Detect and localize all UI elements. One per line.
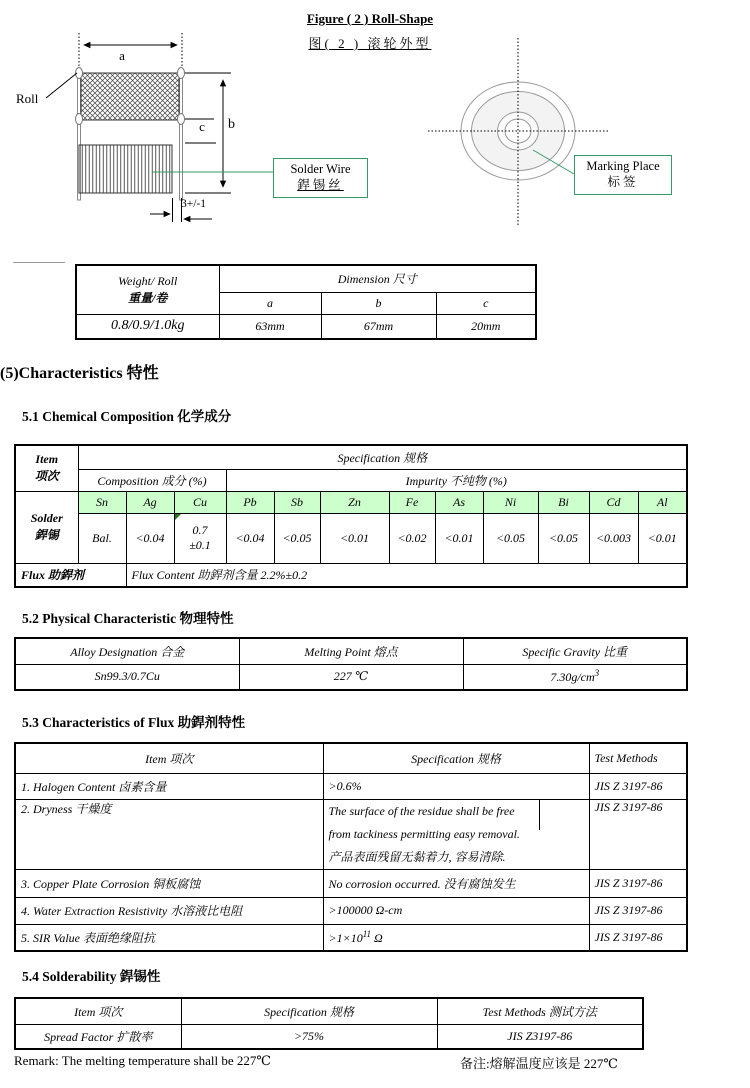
flux-row-spec: The surface of the residue shall be free from tackiness permitting easy removal. 产品表面残留无黏着力, 容易清除. (323, 799, 589, 869)
value-sn: Bal. (78, 513, 126, 563)
element-ni: Ni (483, 491, 538, 513)
dim-a-label: a (119, 48, 125, 63)
flux-row-method: JIS Z 3197-86 (589, 799, 687, 869)
value-cu: 0.7 ±0.1 (174, 513, 226, 563)
figure-title-zh: 图( 2 ) 滚轮外型 (308, 36, 432, 51)
col-header-a: a (219, 292, 321, 314)
remark-en: Remark: The melting temperature shall be 227℃ (14, 1053, 271, 1068)
remark-zh: 备注:熔解温度应该是 227℃ (460, 1056, 618, 1071)
spread-factor-item: Spread Factor 扩散率 (15, 1024, 181, 1049)
col-header-b: b (321, 292, 436, 314)
element-bi: Bi (538, 491, 589, 513)
roll-dimension-table (75, 264, 537, 340)
alloy-header: Alloy Designation 合金 (15, 638, 239, 664)
element-fe: Fe (389, 491, 435, 513)
flux-label: Flux 助銲剂 (15, 563, 126, 587)
table-row (15, 773, 687, 799)
table-row (15, 1024, 643, 1049)
value-sb: <0.05 (274, 513, 320, 563)
physical-characteristic-table (14, 637, 688, 691)
spread-factor-method: JIS Z3197-86 (437, 1024, 643, 1049)
dim-c-value: 20mm (436, 314, 536, 339)
solderability-spec-header: Specification 规格 (181, 998, 437, 1024)
section-5-1-heading: 5.1 Chemical Composition 化学成分 (22, 409, 232, 424)
impurity-header: Impurity 不纯物 (%) (226, 469, 687, 491)
alloy-value: Sn99.3/0.7Cu (15, 664, 239, 690)
flux-row-spec: $>1\times 10^{11}$ Ω (323, 924, 589, 951)
flux-method-header: Test Methods (589, 743, 687, 773)
margin-artifact-line (13, 262, 65, 263)
flux-row-item: 1. Halogen Content 卤素含量 (15, 773, 323, 799)
flux-characteristics-table (14, 742, 688, 952)
melting-header: Melting Point 熔点 (239, 638, 463, 664)
flux-row-spec: No corrosion occurred. 没有腐蚀发生 (323, 869, 589, 897)
comment-marker-icon (175, 514, 181, 520)
wound-solder-hatch (81, 73, 179, 120)
flux-row-spec: >100000 Ω-cm (323, 897, 589, 924)
roll-pointer-line (46, 73, 77, 98)
roll-front-view (428, 38, 610, 225)
element-cu: Cu (174, 491, 226, 513)
value-bi: <0.05 (538, 513, 589, 563)
solder-wire-area (79, 145, 172, 193)
roll-label: Roll (16, 91, 39, 106)
solder-row-header: Solder 銲锡 (15, 491, 78, 563)
solder-wire-label-en: Solder Wire (290, 162, 351, 176)
flux-row-method: JIS Z 3197-86 (589, 924, 687, 951)
value-al: <0.01 (638, 513, 687, 563)
table-row (15, 924, 687, 951)
marking-place-label-en: Marking Place (586, 159, 660, 173)
flux-row (15, 563, 687, 587)
value-ni: <0.05 (483, 513, 538, 563)
flux-row-item: 4. Water Extraction Resistivity 水溶液比电阻 (15, 897, 323, 924)
element-header-row (15, 491, 687, 513)
gravity-value: $7.30g/cm^3$ (463, 664, 687, 690)
gravity-header: Specific Gravity 比重 (463, 638, 687, 664)
solderability-method-header: Test Methods 测试方法 (437, 998, 643, 1024)
flux-row-item: 2. Dryness 干燥度 (15, 799, 323, 869)
flux-content: Flux Content 助銲剂含量 2.2%±0.2 (126, 563, 687, 587)
composition-values-row (15, 513, 687, 563)
table-row (15, 897, 687, 924)
melting-value: 227 ℃ (239, 664, 463, 690)
value-cd: <0.003 (589, 513, 638, 563)
dimension-header: Dimension 尺寸 (219, 265, 536, 292)
element-sb: Sb (274, 491, 320, 513)
value-as: <0.01 (435, 513, 483, 563)
dim-b-label: b (228, 117, 235, 132)
chemical-composition-table (14, 444, 688, 588)
solderability-item-header: Item 项次 (15, 998, 181, 1024)
flux-row-spec: >0.6% (323, 773, 589, 799)
element-pb: Pb (226, 491, 274, 513)
value-zn: <0.01 (320, 513, 389, 563)
element-zn: Zn (320, 491, 389, 513)
value-pb: <0.04 (226, 513, 274, 563)
table-row (15, 799, 687, 869)
weight-value: 0.8/0.9/1.0kg (76, 314, 219, 339)
section-5-3-heading: 5.3 Characteristics of Flux 助銲剂特性 (22, 715, 246, 730)
value-ag: <0.04 (126, 513, 174, 563)
element-ag: Ag (126, 491, 174, 513)
marking-place-label-zh: 标签 (607, 175, 639, 189)
table-row (15, 869, 687, 897)
section-5-heading: (5)Characteristics 特性 (0, 365, 159, 382)
element-as: As (435, 491, 483, 513)
flange-dim-label: 3+/-1 (181, 198, 207, 210)
section-5-2-heading: 5.2 Physical Characteristic 物理特性 (22, 611, 234, 626)
element-al: Al (638, 491, 687, 513)
item-header: Item 项次 (15, 445, 78, 491)
col-header-c: c (436, 292, 536, 314)
dim-b-value: 67mm (321, 314, 436, 339)
table-row (15, 664, 687, 690)
table-row (76, 314, 536, 339)
element-cd: Cd (589, 491, 638, 513)
flux-row-method: JIS Z 3197-86 (589, 773, 687, 799)
solder-wire-label-zh: 銲锡丝 (297, 178, 344, 192)
cell-line-artifact (539, 799, 540, 830)
flux-spec-header: Specification 规格 (323, 743, 589, 773)
section-5-4-heading: 5.4 Solderability 銲锡性 (22, 969, 161, 984)
dim-c-label: c (199, 119, 205, 134)
weight-roll-header: Weight/ Roll 重量/卷 (76, 265, 219, 314)
solder-wire-callout (273, 158, 368, 198)
flux-row-method: JIS Z 3197-86 (589, 869, 687, 897)
flux-item-header: Item 项次 (15, 743, 323, 773)
spread-factor-spec: >75% (181, 1024, 437, 1049)
solderability-table (14, 997, 644, 1050)
roll-side-view (46, 33, 273, 222)
dim-a-value: 63mm (219, 314, 321, 339)
composition-header: Composition 成分 (%) (78, 469, 226, 491)
figure-title-en: Figure ( 2 ) Roll-Shape (306, 11, 434, 26)
element-sn: Sn (78, 491, 126, 513)
flux-row-item: 3. Copper Plate Corrosion 铜板腐蚀 (15, 869, 323, 897)
value-fe: <0.02 (389, 513, 435, 563)
marking-place-callout (574, 155, 672, 195)
flux-row-method: JIS Z 3197-86 (589, 897, 687, 924)
specification-header: Specification 规格 (78, 445, 687, 469)
flux-row-item: 5. SIR Value 表面绝缘阻抗 (15, 924, 323, 951)
